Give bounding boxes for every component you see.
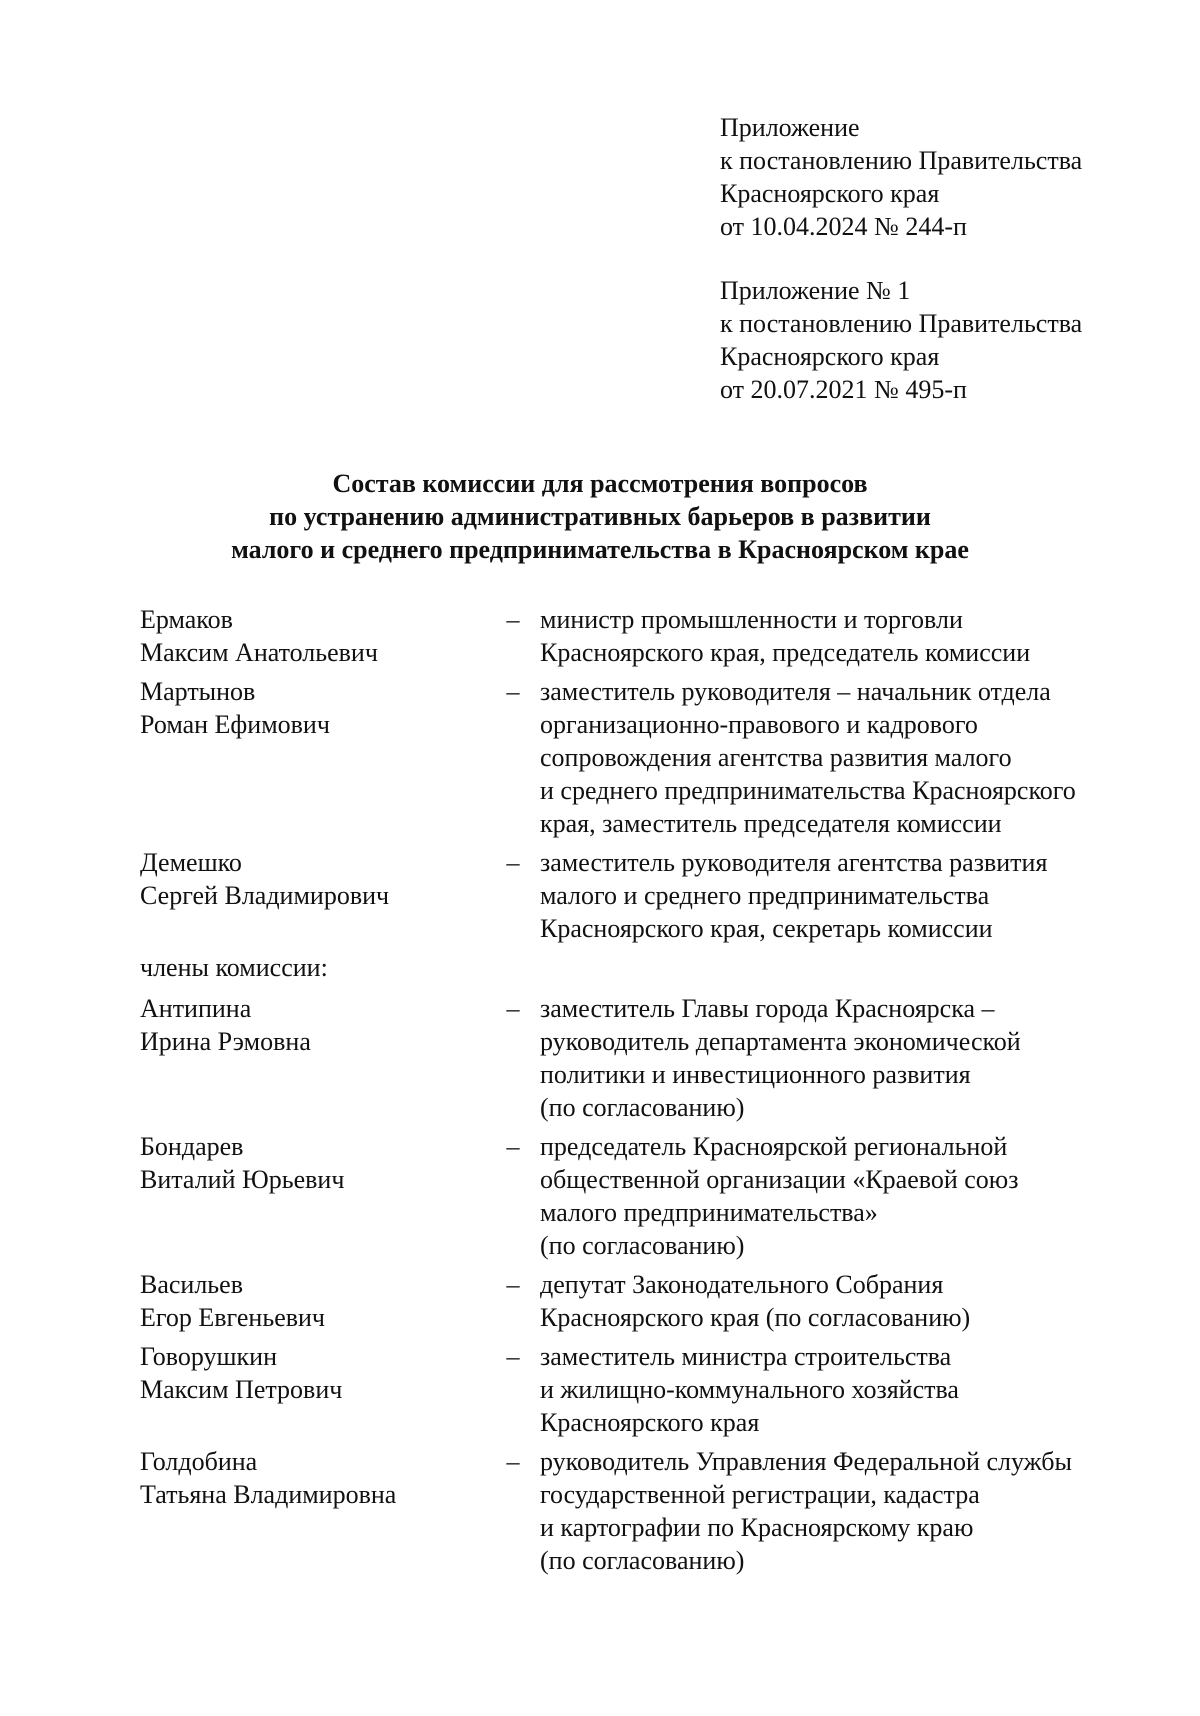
member-entry	[140, 1445, 1140, 1577]
member-given-names: Ирина Рэмовна	[140, 1027, 311, 1056]
title-line: малого и среднего предпринимательства в Красноярском крае	[231, 535, 969, 564]
appendix-line: от 10.04.2024 № 244-п	[720, 212, 967, 241]
member-entry	[140, 1268, 1140, 1334]
role-line: края, заместитель председателя комиссии	[540, 809, 1002, 838]
role-line: Красноярского края (по согласованию)	[540, 1303, 971, 1332]
appendix-line: Приложение № 1	[720, 276, 911, 305]
role-line: Красноярского края, секретарь комиссии	[540, 914, 993, 943]
member-entry	[140, 603, 1140, 669]
member-given-names: Роман Ефимович	[140, 710, 330, 739]
role-line: сопровождения агентства развития малого	[540, 743, 1012, 772]
title-line: по устранению административных барьеров в развитии	[269, 502, 931, 531]
role-line: депутат Законодательного Собрания	[540, 1270, 944, 1299]
member-name	[140, 1130, 480, 1196]
member-name	[140, 992, 480, 1058]
dash-separator: –	[506, 1447, 520, 1476]
role-line: руководитель Управления Федеральной службы	[540, 1447, 1072, 1476]
appendix-current-header	[720, 111, 1160, 243]
member-surname: Говорушкин	[140, 1342, 277, 1371]
role-line: малого предпринимательства»	[540, 1198, 878, 1227]
member-role	[540, 1268, 1140, 1334]
role-line: государственной регистрации, кадастра	[540, 1480, 980, 1509]
member-name	[140, 603, 480, 669]
member-entry	[140, 992, 1140, 1124]
role-line: политики и инвестиционного развития	[540, 1060, 971, 1089]
role-line: руководитель департамента экономической	[540, 1027, 1021, 1056]
dash-separator: –	[506, 1270, 520, 1299]
member-surname: Васильев	[140, 1270, 243, 1299]
member-entry	[140, 675, 1140, 840]
appendix-line: от 20.07.2021 № 495-п	[720, 375, 967, 404]
member-name	[140, 1340, 480, 1406]
appendix-line: к постановлению Правительства	[720, 146, 1083, 175]
role-line: заместитель министра строительства	[540, 1342, 952, 1371]
appendix-line: к постановлению Правительства	[720, 309, 1083, 338]
role-line: заместитель руководителя – начальник отдела	[540, 677, 1051, 706]
member-entry	[140, 1340, 1140, 1439]
member-surname: Голдобина	[140, 1447, 258, 1476]
member-surname: Антипина	[140, 994, 252, 1023]
title-line: Состав комиссии для рассмотрения вопросов	[332, 469, 868, 498]
role-line: председатель Красноярской региональной	[540, 1132, 1008, 1161]
document-title	[100, 467, 1100, 566]
dash-separator: –	[506, 605, 520, 634]
member-role	[540, 1340, 1140, 1439]
role-line: заместитель руководителя агентства развития	[540, 848, 1048, 877]
role-line: (по согласованию)	[540, 1093, 745, 1122]
role-line: малого и среднего предпринимательства	[540, 881, 990, 910]
member-given-names: Егор Евгеньевич	[140, 1303, 325, 1332]
role-line: (по согласованию)	[540, 1231, 745, 1260]
member-name	[140, 1445, 480, 1511]
member-role	[540, 1445, 1140, 1577]
commission-list	[140, 603, 1140, 1583]
member-role	[540, 603, 1140, 669]
role-line: министр промышленности и торговли	[540, 605, 963, 634]
member-given-names: Максим Петрович	[140, 1375, 343, 1404]
role-line: и картографии по Красноярскому краю	[540, 1513, 974, 1542]
role-line: Красноярского края	[540, 1408, 760, 1437]
member-given-names: Сергей Владимирович	[140, 881, 390, 910]
dash-separator: –	[506, 994, 520, 1023]
role-line: Красноярского края, председатель комиссии	[540, 638, 1031, 667]
member-surname: Бондарев	[140, 1132, 244, 1161]
role-line: и жилищно-коммунального хозяйства	[540, 1375, 959, 1404]
member-role	[540, 846, 1140, 945]
member-given-names: Татьяна Владимировна	[140, 1480, 397, 1509]
appendix-original-header	[720, 274, 1160, 406]
role-line: и среднего предпринимательства Красноярского	[540, 776, 1076, 805]
member-surname: Демешко	[140, 848, 242, 877]
member-given-names: Максим Анатольевич	[140, 638, 378, 667]
role-line: заместитель Главы города Красноярска –	[540, 994, 995, 1023]
member-given-names: Виталий Юрьевич	[140, 1165, 345, 1194]
member-role	[540, 675, 1140, 840]
member-role	[540, 992, 1140, 1124]
appendix-line: Приложение	[720, 113, 860, 142]
members-section-label: члены комиссии:	[140, 953, 328, 982]
member-name	[140, 846, 480, 912]
appendix-line: Красноярского края	[720, 342, 940, 371]
dash-separator: –	[506, 1132, 520, 1161]
dash-separator: –	[506, 848, 520, 877]
dash-separator: –	[506, 1342, 520, 1371]
member-role	[540, 1130, 1140, 1262]
member-name	[140, 1268, 480, 1334]
member-name	[140, 675, 480, 741]
member-entry	[140, 1130, 1140, 1262]
member-surname: Ермаков	[140, 605, 233, 634]
appendix-line: Красноярского края	[720, 179, 940, 208]
role-line: общественной организации «Краевой союз	[540, 1165, 1019, 1194]
dash-separator: –	[506, 677, 520, 706]
member-entry	[140, 846, 1140, 945]
role-line: (по согласованию)	[540, 1546, 745, 1575]
role-line: организационно-правового и кадрового	[540, 710, 978, 739]
member-surname: Мартынов	[140, 677, 256, 706]
